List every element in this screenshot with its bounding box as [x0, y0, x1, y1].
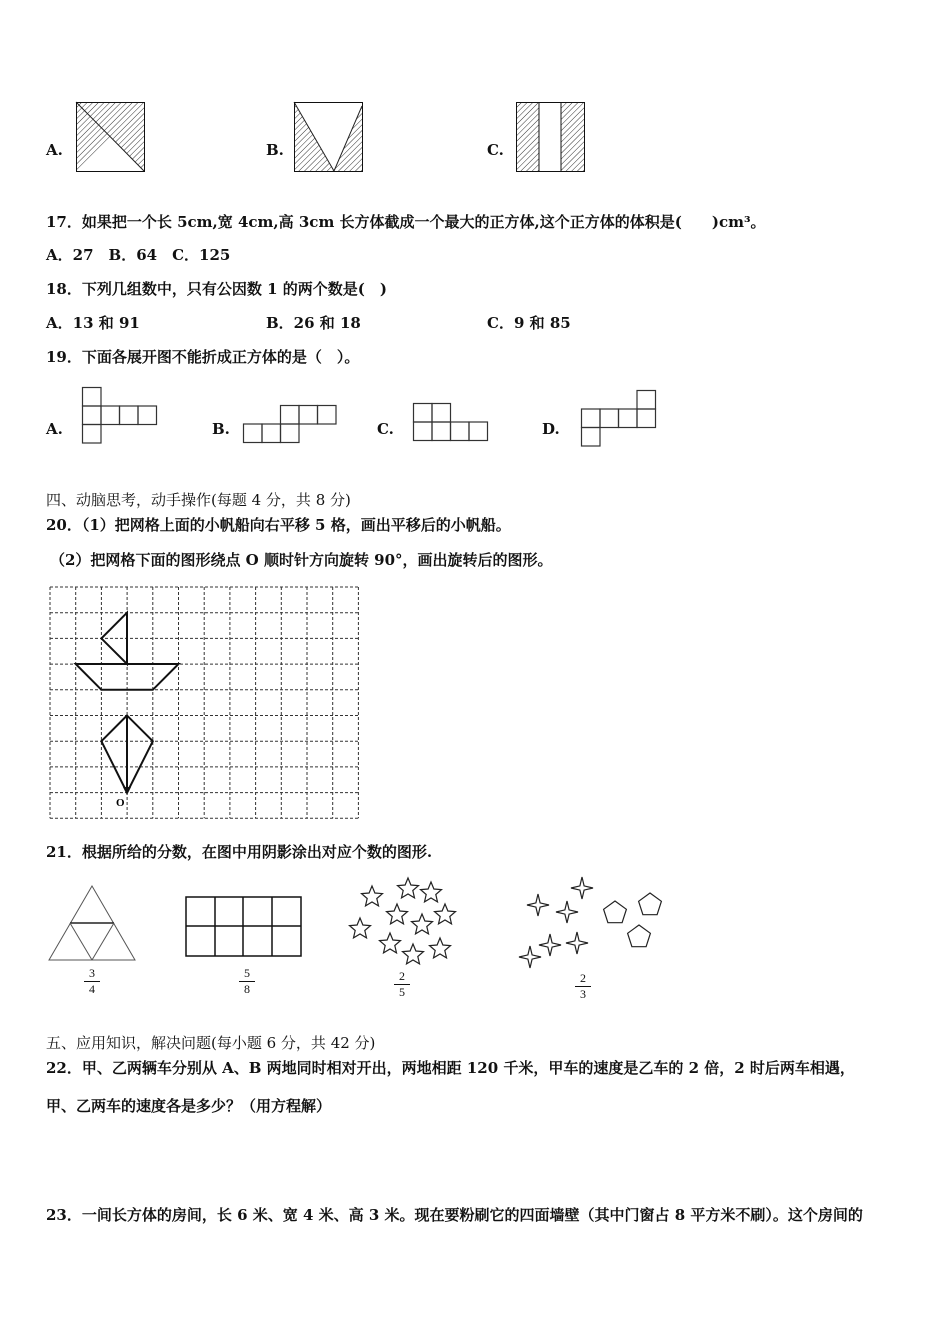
- cube-net-a: [82, 387, 162, 447]
- q19-option-d-label: D.: [542, 420, 560, 438]
- star-icon: [403, 944, 424, 964]
- dashed-grid: [50, 587, 360, 822]
- net-square: [83, 425, 102, 444]
- net-square: [432, 422, 451, 441]
- fraction-denominator: 8: [244, 982, 250, 996]
- q20-part1: 20．（1）把网格上面的小帆船向右平移 5 格，画出平移后的小帆船。: [46, 516, 511, 534]
- star-icon: [430, 938, 451, 958]
- fraction-denominator: 3: [580, 987, 586, 1001]
- q17-options: A．27 B．64 C．125: [46, 246, 231, 264]
- net-square: [83, 388, 102, 407]
- net-square: [281, 424, 300, 443]
- net-square: [637, 409, 656, 428]
- q21-question: 21．根据所给的分数，在图中用阴影涂出对应个数的图形.: [46, 843, 433, 861]
- cube-net-c: [413, 403, 493, 443]
- net-square: [582, 428, 601, 447]
- net-square: [299, 406, 318, 425]
- net-square: [451, 422, 470, 441]
- section-4-title: 四、动脑思考，动手操作(每题 4 分，共 8 分): [46, 491, 351, 509]
- divided-triangle: [48, 885, 136, 962]
- point-o-marker: [123, 787, 131, 795]
- star-icon: [380, 933, 401, 953]
- cube-net-d: [581, 390, 661, 450]
- net-square: [469, 422, 488, 441]
- net-square: [600, 409, 619, 428]
- q19-option-a-label: A.: [46, 420, 63, 438]
- net-square: [244, 424, 263, 443]
- fraction-numerator: 3: [89, 966, 95, 980]
- q18-question: 18．下列几组数中，只有公因数 1 的两个数是( ): [46, 280, 387, 298]
- net-square: [432, 404, 451, 423]
- pentagon-icon: [604, 901, 627, 923]
- four-point-star-icon: [556, 901, 578, 923]
- star-icon: [435, 904, 456, 924]
- net-square: [281, 406, 300, 425]
- fraction-denominator: 5: [399, 985, 405, 999]
- q19-option-c-label: C.: [377, 420, 394, 438]
- option-a-label: A.: [46, 141, 63, 159]
- fraction-5-8: [237, 967, 257, 996]
- q19-option-b-label: B.: [212, 420, 230, 438]
- net-square: [120, 406, 139, 425]
- fraction-3-4: [82, 967, 102, 996]
- pentagon-icon: [628, 925, 651, 947]
- fraction-numerator: 2: [580, 971, 586, 985]
- fraction-denominator: 4: [89, 982, 95, 996]
- four-point-star-icon: [519, 946, 541, 968]
- star-icon: [421, 882, 442, 902]
- q22-line1: 22．甲、乙两辆车分别从 A、B 两地同时相对开出，两地相距 120 千米，甲车的速度是乙车的 2 倍，2 时后两车相遇，: [46, 1059, 855, 1077]
- figure-c-hatched-square: [516, 102, 585, 172]
- net-square: [414, 422, 433, 441]
- net-square: [83, 406, 102, 425]
- star-icon: [412, 914, 433, 934]
- net-square: [637, 391, 656, 410]
- q23-line1: 23．一间长方体的房间，长 6 米、宽 4 米、高 3 米。现在要粉刷它的四面墙壁（其中门窗占 8 平方米不刷）。这个房间的: [46, 1206, 863, 1224]
- q17-question: 17．如果把一个长 5cm,宽 4cm,高 3cm 长方体截成一个最大的正方体,这个正方体的体积是( )cm³。: [46, 213, 766, 231]
- net-square: [414, 404, 433, 423]
- divided-rectangle: [185, 896, 303, 958]
- fraction-2-5: [392, 970, 412, 999]
- q18-option-c: C．9 和 85: [487, 314, 571, 332]
- option-b-label: B.: [266, 141, 284, 159]
- net-square: [318, 406, 337, 425]
- sparkle-pentagon-group: [515, 875, 670, 970]
- figure-b-hatched-square: [294, 102, 363, 172]
- star-icon: [350, 918, 371, 938]
- net-square: [582, 409, 601, 428]
- figure-a-hatched-square: [76, 102, 145, 172]
- net-square: [262, 424, 281, 443]
- fraction-numerator: 5: [244, 966, 250, 980]
- q22-line2: 甲、乙两车的速度各是多少？（用方程解）: [46, 1097, 332, 1115]
- q20-part2: （2）把网格下面的图形绕点 O 顺时针方向旋转 90°，画出旋转后的图形。: [50, 551, 553, 569]
- fraction-numerator: 2: [399, 969, 405, 983]
- four-point-star-icon: [527, 894, 549, 916]
- q18-option-b: B．26 和 18: [266, 314, 361, 332]
- star-icon: [387, 904, 408, 924]
- star-group: [345, 872, 470, 972]
- star-icon: [398, 878, 419, 898]
- star-icon: [362, 886, 383, 906]
- point-o-label: O: [116, 797, 125, 809]
- q18-option-a: A．13 和 91: [46, 314, 140, 332]
- net-square: [101, 406, 120, 425]
- kite-shape: [101, 716, 152, 793]
- q19-question: 19．下面各展开图不能折成正方体的是（ ）。: [46, 348, 360, 366]
- net-square: [138, 406, 157, 425]
- section-5-title: 五、应用知识，解决问题(每小题 6 分，共 42 分): [46, 1034, 376, 1052]
- four-point-star-icon: [539, 934, 561, 956]
- net-square: [619, 409, 638, 428]
- four-point-star-icon: [571, 877, 593, 899]
- fraction-2-3: [573, 972, 593, 1001]
- pentagon-icon: [639, 893, 662, 915]
- four-point-star-icon: [566, 932, 588, 954]
- option-c-label: C.: [487, 141, 504, 159]
- cube-net-b: [243, 405, 338, 445]
